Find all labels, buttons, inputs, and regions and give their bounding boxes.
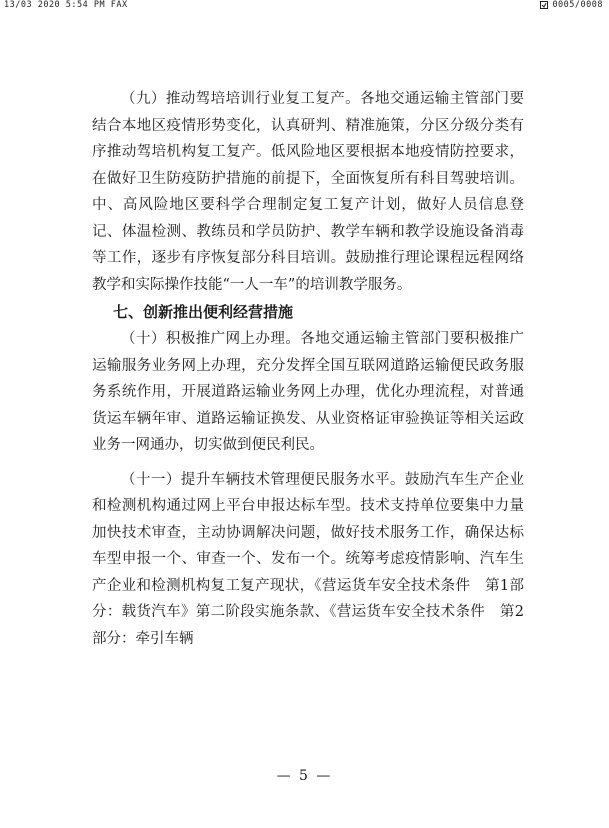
paragraph-item-10: （十）积极推广网上办理。各地交通运输主管部门要积极推广运输服务业务网上办理，充分发挥全国互联网道路运输便民政务服务系统作用，开展道路运输业务网上办理，优化办理流程，对普通货运车辆年审、道路运输证换发、从业资格证审验换证等相关运政业务一网通办，切实做到便民利民。 (92, 331, 524, 453)
fax-header (0, 0, 609, 12)
paragraph-gap (92, 459, 524, 467)
paragraph-item-9: （九）推动驾培培训行业复工复产。各地交通运输主管部门要结合本地区疫情形势变化，认真研判、精准施策，分区分级分类有序推动驾培机构复工复产。低风险地区要根据本地疫情防控要求，在做好卫生防疫防护措施的前提下，全面恢复所有科目驾驶培训。中、高风险地区要科学合理制定复工复产计划，做好人员信息登记、体温检测、教练员和学员防护、教学车辆和教学设施设备消毒等工作，逐步有序恢复部分科目培训。鼓励推行理论课程远程网络教学和实际操作技能“一人一车”的培训教学服务。 (92, 91, 524, 293)
page-number: — 5 — (276, 768, 333, 784)
fax-status-icon (540, 1, 548, 9)
fax-timestamp: 13/03 2020 5:54 PM FAX (4, 0, 128, 10)
paragraph-item-11: （十一）提升车辆技术管理便民服务水平。鼓励汽车生产企业和检测机构通过网上平台申报达标车型。技术支持单位要集中力量加快技术审查，主动协调解决问题，做好技术服务工作，确保达标车型申报一个、审查一个、发布一个。统筹考虑疫情影响、汽车生产企业和检测机构复工复产现状，《营运货车安全技术条件 第1部分：载货汽车》第二阶段实施条款、《营运货车安全技术条件 第2部分：牵引车辆 (92, 471, 524, 647)
fax-page-counter: 0005/0008 (552, 0, 603, 10)
fax-page-info (540, 0, 603, 10)
section-heading-7: 七、创新推出便利经营措施 (113, 303, 294, 321)
document-body (92, 86, 524, 652)
